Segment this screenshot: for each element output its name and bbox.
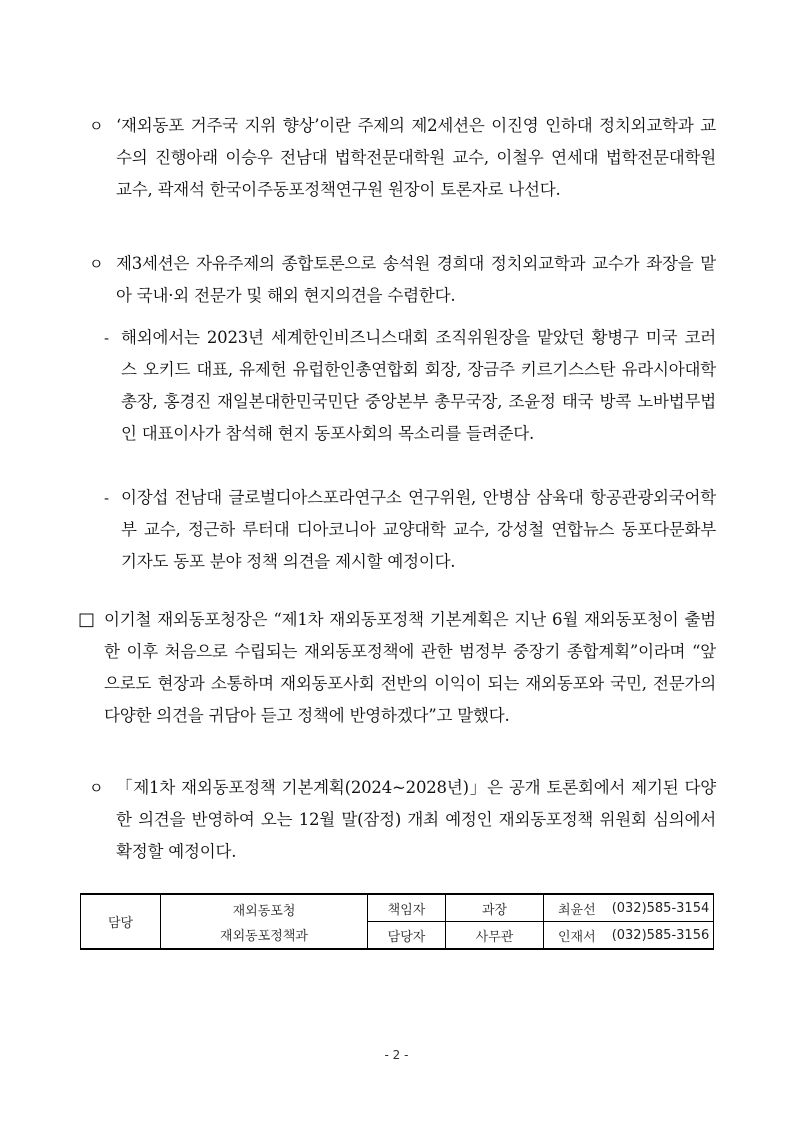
section-2-sub-1-text: 해외에서는 2023년 세계한인비즈니스대회 조직위원장을 맡았던 황병구 미국 코러스 오키드 대표, 유제헌 유럽한인총연합회 회장, 장금주 키르기스스탄 유라시아대학 총장, 홍경진 재일본대한민국민단 중앙본부 총무국장, 조윤정 태국 방콕 노바법무법인 대표이사가 참석해 현지 동포사회의 목소리를 들려준다. [121,328,716,443]
contact-name: 최윤선 [558,902,596,918]
contact-person [544,895,713,921]
section-4-text: 「제1차 재외동포정책 기본계획(2024~2028년)」은 공개 토론회에서 제기된 다양한 의견을 반영하여 오는 12월 말(잠정) 개최 예정인 재외동포정책 위원회 심의에서 확정할 예정이다. [116,778,716,861]
circle-bullet-icon: ㅇ [89,255,104,273]
square-bullet-icon: □ [78,609,96,630]
contact-role: 담당자 [387,929,426,945]
contact-table [80,893,714,950]
section-3-text: 이기철 재외동포청장은 “제1차 재외동포정책 기본계획은 지난 6월 재외동포청이 출범한 이후 처음으로 수립되는 재외동포정책에 관한 범정부 중장기 종합계획”이라며 “앞으로도 현장과 소통하며 재외동포사회 전반의 이익이 되는 재외동포와 국민, 전문가의 다양한 의견을 귀담아 듣고 정책에 반영하겠다”고 말했다. [104,610,716,725]
contact-department: 재외동포정책과 [220,928,308,944]
contact-title: 과장 [481,902,508,918]
contact-phone: (032)585-3154 [611,900,710,916]
section-1-text: ‘재외동포 거주국 지위 향상’이란 주제의 제2세션은 이진영 인하대 정치외교학과 교수의 진행아래 이승우 전남대 법학전문대학원 교수, 이철우 연세대 법학전문대학원 교수, 곽재석 한국이주동포정책연구원 원장이 토론자로 나선다. [116,116,716,199]
contact-phone: (032)585-3156 [611,927,710,943]
circle-bullet-icon: ㅇ [89,779,104,797]
dash-bullet-icon: - [104,489,110,507]
contact-role: 책임자 [387,902,426,918]
contact-org-name: 재외동포청 [232,903,296,919]
page-number: - 2 - [384,1048,409,1062]
contact-title: 사무관 [475,929,514,945]
circle-bullet-icon: ㅇ [89,117,104,135]
section-2-sub-2-text: 이장섭 전남대 글로벌디아스포라연구소 연구위원, 안병삼 삼육대 항공관광외국어학부 교수, 정근하 루터대 디아코니아 교양대학 교수, 강성철 연합뉴스 동포다문화부 기자도 동포 분야 정책 의견을 제시할 예정이다. [121,488,716,571]
contact-name: 인재서 [558,929,596,945]
contact-label: 담당 [107,916,134,931]
section-2-text: 제3세션은 자유주제의 종합토론으로 송석원 경희대 정치외교학과 교수가 좌장을 맡아 국내·외 전문가 및 해외 현지의견을 수렴한다. [116,254,716,305]
contact-person [544,922,713,948]
dash-bullet-icon: - [104,329,110,347]
